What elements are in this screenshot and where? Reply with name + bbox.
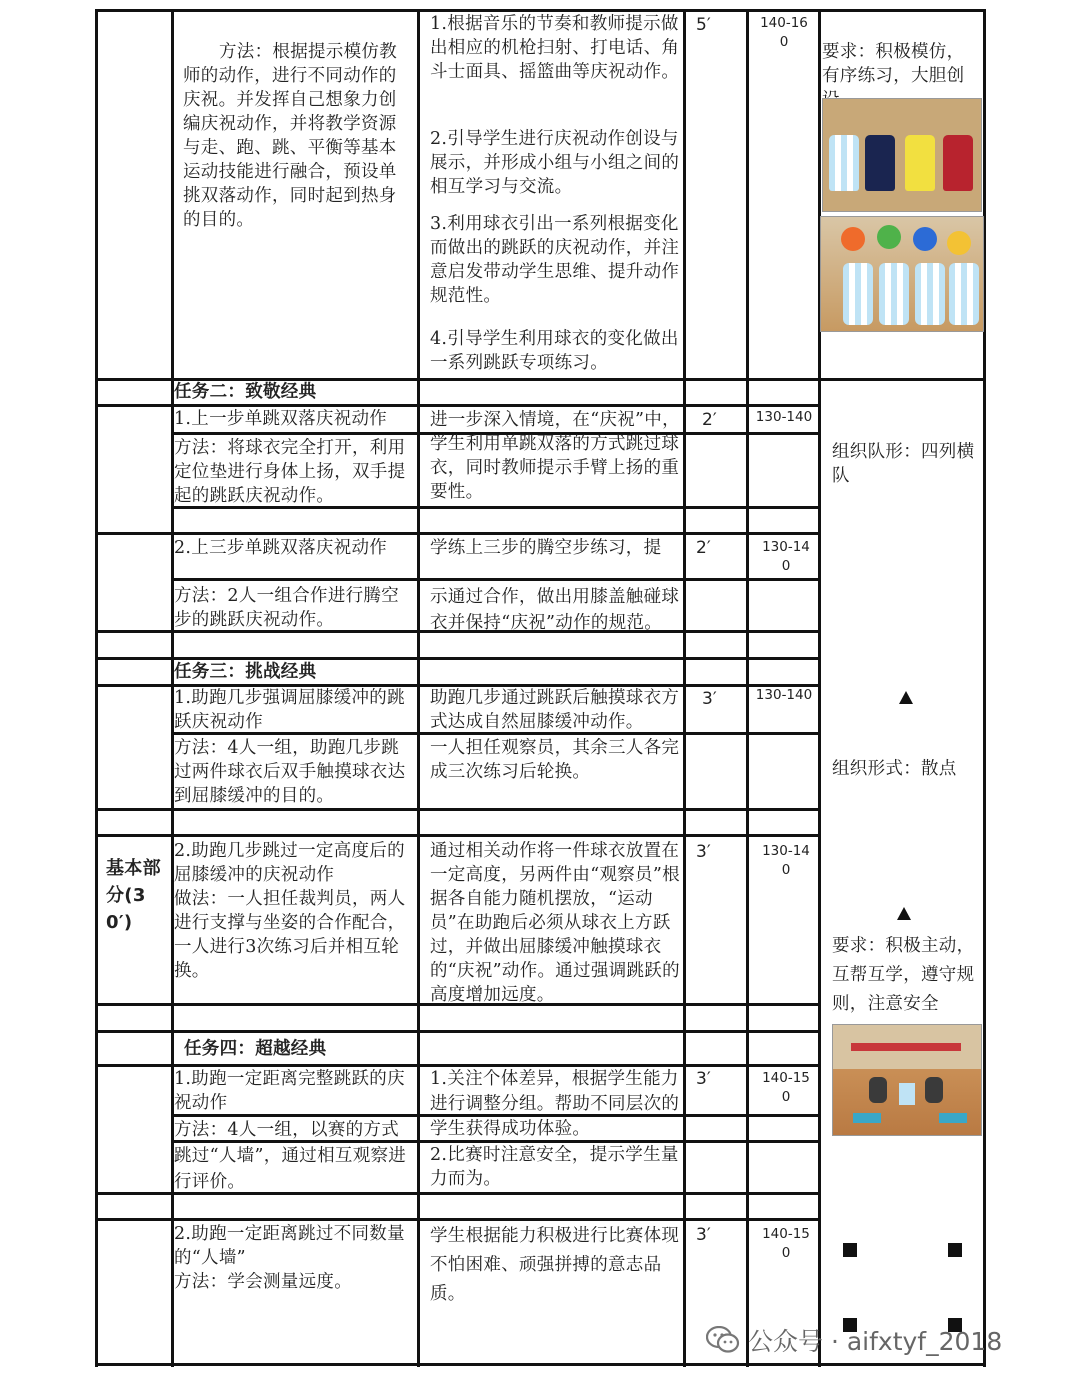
intro-organization: 要求：积极模仿，有序练习，大胆创 — [822, 42, 965, 86]
student-sitting — [925, 1077, 943, 1103]
kid — [879, 263, 909, 325]
task2-item2: 2.上三步单跳双落庆祝动作 — [174, 538, 388, 558]
jerseys-photo — [822, 98, 982, 212]
teacher-position-marker — [897, 907, 911, 920]
watermark — [706, 1322, 1002, 1358]
task2-method2: 方法：2人一组合作进行腾空步的跳跃庆祝动作。 — [174, 586, 400, 630]
jersey-brazil — [905, 135, 935, 191]
row-line — [95, 808, 821, 811]
task2-guide2b: 示通过合作，做出用膝盖触碰球衣并保持“庆祝”动作的规范。 — [430, 587, 680, 633]
task3-method1: 方法：4人一组，助跑几步跳过两件球衣后双手触摸球衣达到屈膝缓冲的目的。 — [174, 738, 406, 806]
teacher-position-marker — [899, 691, 913, 704]
task3-organization: 组织形式：散点 — [832, 759, 957, 779]
section-label: 基本部分(30′) — [106, 858, 161, 933]
intro-guidance-3: 3.利用球衣引出一系列根据变化而做出的跳跃的庆祝动作，并注意启发带动学生思维、提升动作规范性。 — [430, 214, 680, 306]
task3-item1: 1.助跑几步强调屈膝缓冲的跳跃庆祝动作 — [174, 688, 405, 732]
task4-time1: 3′ — [696, 1069, 711, 1089]
watermark-text: 公众号 · aifxtyf_2018 — [748, 1327, 1003, 1356]
task2-time1: 2′ — [702, 410, 717, 430]
kid — [843, 263, 873, 325]
task3-guide1b: 一人担任观察员，其余三人各完成三次练习后轮换。 — [430, 738, 680, 782]
task3-guide2: 通过相关动作将一件球衣放置在一定高度，另两件由“观察员”根据各自能力随机摆放，“运动员”在助跑后必须从球衣上方跃过，并做出屈膝缓冲触摸球衣的“庆祝”动作。通过强调跳跃的高度增加远度。 — [430, 841, 680, 1005]
ball — [947, 231, 971, 255]
student-position-marker — [843, 1243, 857, 1257]
row-line — [95, 834, 821, 837]
task2-organization: 组织队形：四列横队 — [832, 442, 975, 486]
ball — [877, 225, 901, 249]
task3-requirement: 要求：积极主动，互帮互学，遵守规则，注意安全 — [832, 936, 975, 1014]
ball — [841, 227, 865, 251]
jersey-france — [865, 135, 895, 191]
task3-item2: 2.助跑几步跳过一定高度后的屈膝缓冲的庆祝动作 做法：一人担任裁判员，两人进行支撑与坐姿的合作配合，一人进行3次练习后并相互轮换。 — [174, 841, 406, 981]
task4-guide1: 1.关注个体差异，根据学生能力进行调整分组。帮助不同层次的学生获得成功体验。 — [430, 1069, 680, 1139]
kid — [915, 263, 945, 325]
row-line — [95, 1030, 821, 1033]
task4-item1: 1.助跑一定距离完整跳跃的庆祝动作 — [174, 1069, 405, 1113]
task3-title: 任务三：挑战经典 — [174, 662, 317, 682]
task3-time1: 3′ — [702, 689, 717, 709]
intro-time: 5′ — [696, 15, 711, 35]
task4-method1: 方法：4人一组，以赛的方式跳过“人墙”，通过相互观察进行评价。 — [174, 1120, 407, 1192]
jersey-portugal — [943, 135, 973, 191]
intro-guidance-2: 2.引导学生进行庆祝动作创设与展示，并形成小组与小组之间的相互学习与交流。 — [430, 129, 680, 197]
task4-item2: 2.助跑一定距离跳过不同数量的“人墙” 方法：学会测量远度。 — [174, 1224, 405, 1292]
col-line-3 — [417, 10, 420, 1367]
task4-time2: 3′ — [696, 1225, 711, 1245]
task2-guide2a: 学练上三步的腾空步练习，提 — [430, 538, 662, 558]
student-position-marker — [948, 1243, 962, 1257]
row-line — [171, 578, 821, 581]
task3-heart-rate2: 130-140 — [762, 843, 810, 878]
col-line-7 — [983, 10, 986, 1367]
jersey-argentina — [829, 135, 859, 191]
intro-heart-rate: 140-160 — [760, 15, 808, 50]
mat — [939, 1113, 967, 1123]
intro-guidance-4: 4.引导学生利用球衣的变化做出一系列跳跃专项练习。 — [430, 329, 679, 373]
task3-time2: 3′ — [696, 842, 711, 862]
ball — [913, 227, 937, 251]
task4-guide1b: 2.比赛时注意安全，提示学生量力而为。 — [430, 1145, 679, 1189]
task3-heart-rate1: 130-140 — [755, 687, 813, 703]
col-line-5 — [746, 10, 749, 1367]
task4-heart-rate1: 140-150 — [762, 1070, 810, 1105]
col-line-4 — [683, 10, 686, 1367]
task2-time2: 2′ — [696, 538, 711, 558]
mat — [853, 1113, 881, 1123]
jersey-on-floor — [899, 1083, 915, 1105]
wechat-icon — [706, 1326, 740, 1354]
task4-heart-rate2: 140-150 — [762, 1226, 810, 1261]
task4-guide2: 学生根据能力积极进行比赛体现不怕困难、顽强拼搏的意志品质。 — [430, 1226, 680, 1304]
gym-banner — [851, 1043, 961, 1051]
task3-guide1: 助跑几步通过跳跃后触摸球衣方式达成自然屈膝缓冲动作。 — [430, 688, 680, 732]
kid — [949, 263, 979, 325]
intro-guidance-1: 1.根据音乐的节奏和教师提示做出相应的机枪扫射、打电话、角斗士面具、摇篮曲等庆祝动作。 — [430, 14, 680, 82]
intro-method: 方法：根据提示模仿教师的动作，进行不同动作的庆祝。并发挥自己想象力创编庆祝动作，并将教学资源与走、跑、跳、平衡等基本运动技能进行融合，预设单挑双落动作，同时起到热身的目的。 — [183, 42, 397, 230]
student-sitting — [869, 1077, 887, 1103]
row-line — [95, 532, 821, 535]
row-line — [95, 1218, 821, 1221]
task2-item1: 1.上一步单跳双落庆祝动作 — [174, 409, 388, 429]
col-line-6 — [818, 10, 821, 1367]
col-line-1 — [95, 10, 98, 1367]
task2-heart-rate2: 130-140 — [762, 539, 810, 574]
task2-method1: 方法：将球衣完全打开，利用定位垫进行身体上扬，双手提起的跳跃庆祝动作。 — [174, 438, 406, 506]
task2-heart-rate1: 130-140 — [755, 409, 813, 425]
gym-practice-photo — [832, 1024, 982, 1136]
row-line — [95, 1363, 986, 1366]
task2-guide1: 进一步深入情境，在“庆祝”中，学生利用单跳双落的方式跳过球衣，同时教师提示手臂上扬的重要性。 — [430, 410, 680, 502]
task4-title: 任务四：超越经典 — [184, 1039, 327, 1059]
kids-jerseys-photo — [820, 216, 984, 332]
task2-title: 任务二：致敬经典 — [174, 382, 317, 402]
